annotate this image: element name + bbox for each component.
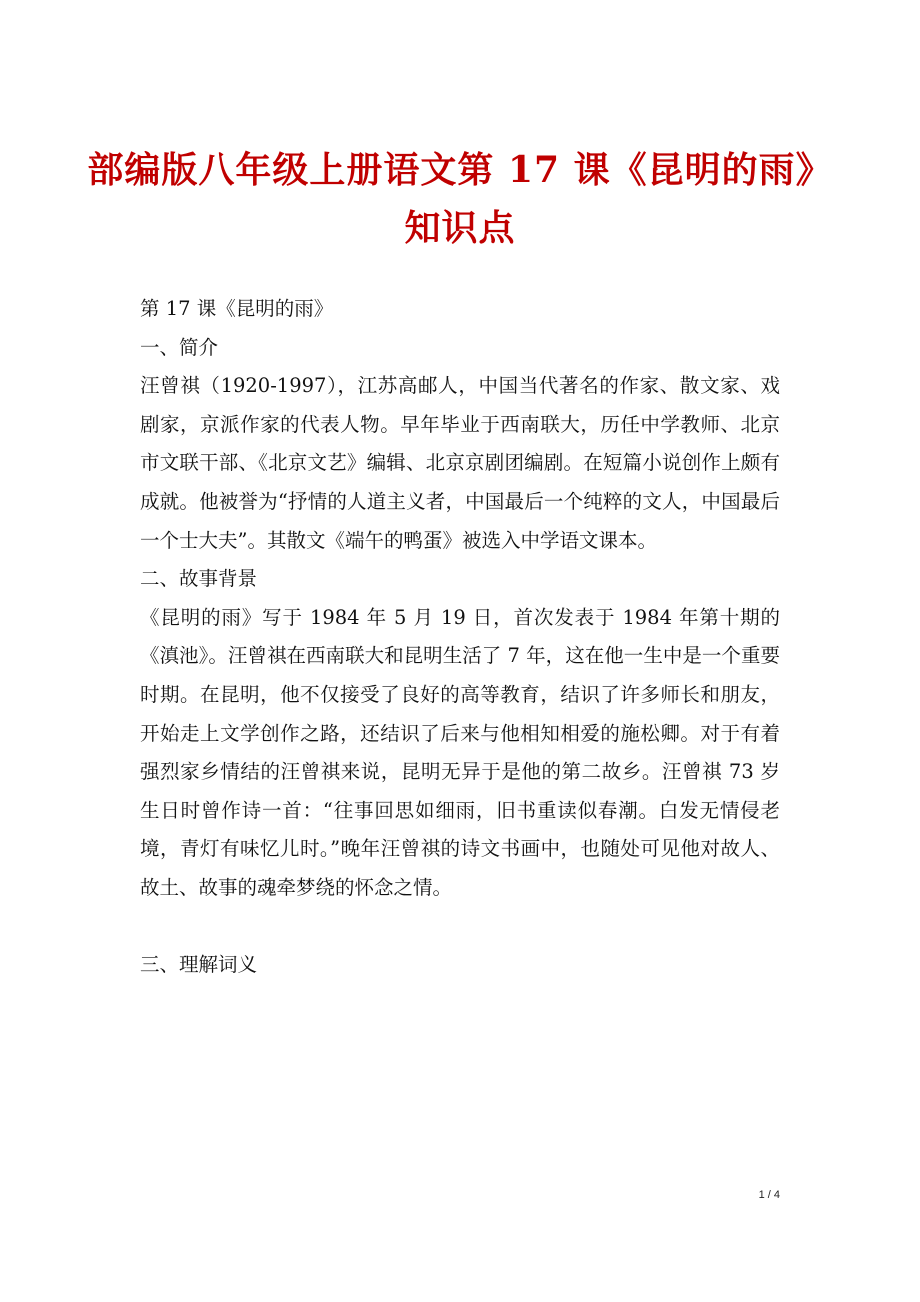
section-text-background: 《昆明的雨》写于 1984 年 5 月 19 日，首次发表于 1984 年第十期的《滇池》。汪曾祺在西南联大和昆明生活了 7 年，这在他一生中是一个重要时期。在昆明，他不仅接受了良好的高等教育，结识了许多师长和朋友，开始走上文学创作之路，还结识了后来与他相知相爱的施松卿。对于有着强烈家乡情结的汪曾祺来说，昆明无异于是他的第二故乡。汪曾祺 73 岁生日时曾作诗一首：“往事回思如细雨，旧书重读似春潮。白发无情侵老境，青灯有味忆儿时。”晚年汪曾祺的诗文书画中，也随处可见他对故人、故土、故事的魂牵梦绕的怀念之情。 [140, 605, 780, 899]
section-text-intro: 汪曾祺（1920-1997），江苏高邮人，中国当代著名的作家、散文家、戏剧家，京派作家的代表人物。早年毕业于西南联大，历任中学教师、北京市文联干部、《北京文艺》编辑、北京京剧团编剧。在短篇小说创作上颇有成就。他被誉为“抒情的人道主义者，中国最后一个纯粹的文人，中国最后一个士大夫”。其散文《端午的鸭蛋》被选入中学语文课本。 [140, 374, 780, 552]
paragraph-gap [140, 908, 780, 946]
document-body [140, 290, 780, 984]
page-number: 1 / 4 [758, 1189, 780, 1201]
lesson-heading: 第 17 课《昆明的雨》 [140, 297, 334, 320]
document-title-line1: 部编版八年级上册语文第 17 课《昆明的雨》 [87, 149, 833, 191]
section-heading-background: 二、故事背景 [140, 567, 258, 591]
section-heading-vocabulary: 三、理解词义 [140, 952, 258, 976]
section-heading-intro: 一、简介 [140, 335, 219, 359]
document-title-line2: 知识点 [404, 207, 516, 249]
